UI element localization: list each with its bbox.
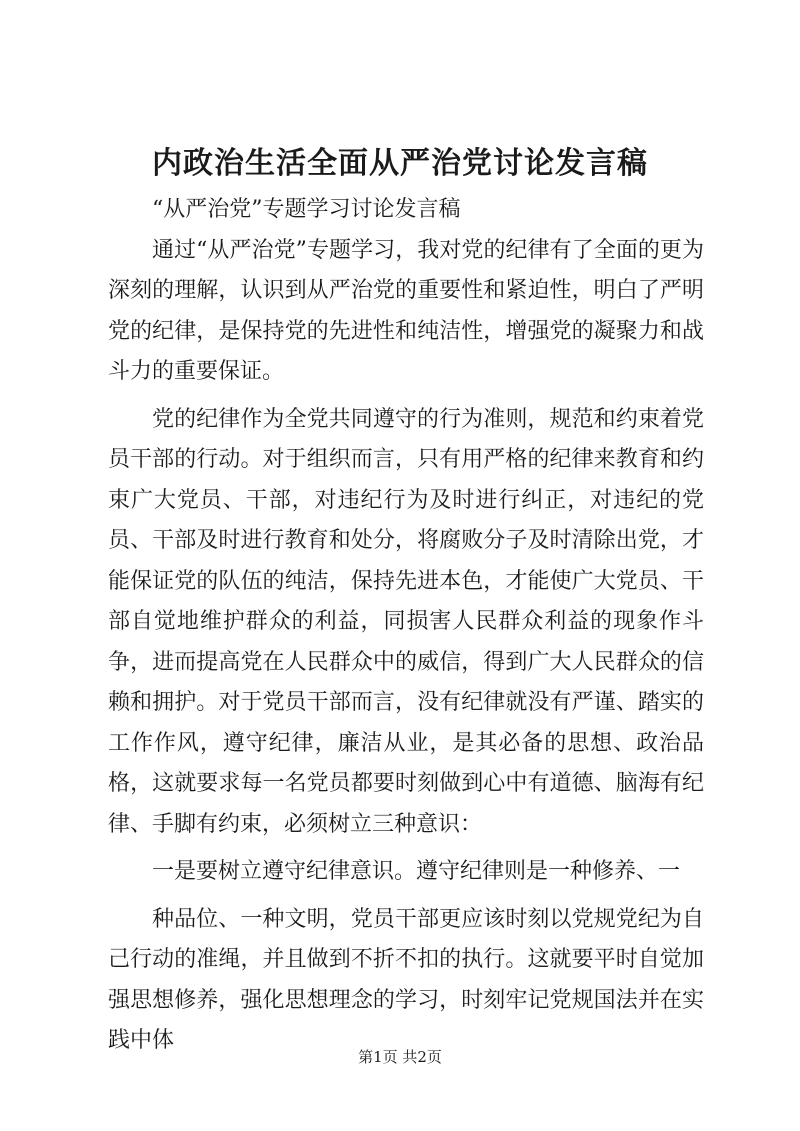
- document-body: [108, 190, 704, 1069]
- page-footer: 第1页 共2页: [358, 1048, 442, 1066]
- document-subtitle: “从严治党”专题学习讨论发言稿: [152, 197, 461, 222]
- paragraph-3: 一是要树立遵守纪律意识。遵守纪律则是一种修养、一: [152, 859, 681, 884]
- paragraph-2: 党的纪律作为全党共同遵守的行为准则，规范和约束着党员干部的行动。对于组织而言，只有用严格的纪律来教育和约束广大党员、干部，对违纪行为及时进行纠正，对违纪的党员、干部及时进行教育和处分，将腐败分子及时清除出党，才能保证党的队伍的纯洁，保持先进本色，才能使广大党员、干部自觉地维护群众的利益，同损害人民群众利益的现象作斗争，进而提高党在人民群众中的威信，得到广大人民群众的信赖和拥护。对于党员干部而言，没有纪律就没有严谨、踏实的工作作风，遵守纪律，廉洁从业，是其必备的思想、政治品格，这就要求每一名党员都要时刻做到心中有道德、脑海有纪律、手脚有约束，必须树立三种意识：: [108, 406, 704, 837]
- document-title: 内政治生活全面从严治党讨论发言稿: [152, 146, 648, 181]
- paragraph-1: 通过“从严治党”专题学习，我对党的纪律有了全面的更为深刻的理解，认识到从严治党的重要性和紧迫性，明白了严明党的纪律，是保持党的先进性和纯洁性，增强党的凝聚力和战斗力的重要保证。: [108, 237, 704, 384]
- paragraph-4: 种品位、一种文明，党员干部更应该时刻以党规党纪为自己行动的准绳，并且做到不折不扣的执行。这就要平时自觉加强思想修养，强化思想理念的学习，时刻牢记党规国法并在实践中体: [108, 906, 704, 1053]
